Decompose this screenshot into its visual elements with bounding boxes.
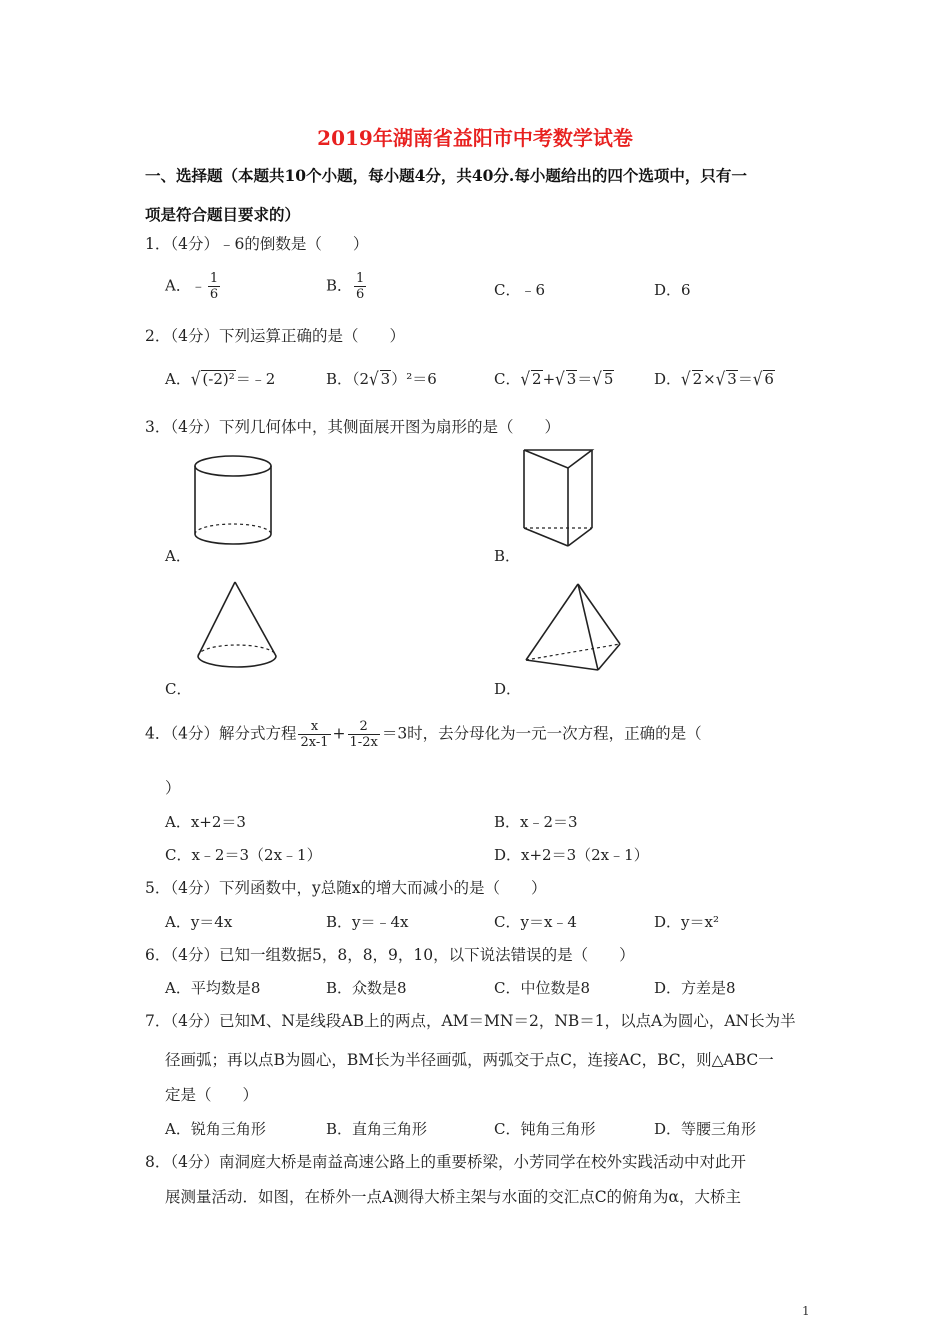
- q1-option-a-label: A．﹣: [165, 276, 206, 295]
- triangular-prism-figure: [518, 446, 598, 550]
- q4-plus: +: [332, 724, 346, 743]
- triangular-pyramid-figure: [518, 580, 628, 675]
- q1-option-c: C．﹣6: [494, 281, 546, 299]
- q2-option-d-r1: 2: [692, 370, 703, 388]
- q7-option-d: D．等腰三角形: [654, 1120, 757, 1138]
- q7-stem-line1: 7．（4分）已知M、N是线段AB上的两点，AM＝MN＝2，NB＝1，以点A为圆心，AN长为半: [145, 1012, 796, 1030]
- q2-option-b-label: B．（2: [326, 370, 370, 388]
- cone-figure: [192, 578, 282, 678]
- q3-option-d: D．: [494, 680, 522, 698]
- q2-option-c-eq: ＝: [577, 370, 593, 388]
- q2-option-a-radicand: (-2)²: [202, 370, 235, 388]
- q6-option-d: D．方差是8: [654, 979, 736, 997]
- q6-option-a: A．平均数是8: [165, 979, 261, 997]
- q3-option-a: A．: [165, 547, 191, 565]
- q5-option-d: D．y＝x²: [654, 913, 719, 931]
- q6-option-c: C．中位数是8: [494, 979, 591, 997]
- q4-stem: [145, 719, 702, 750]
- q2-option-d-r3: 6: [764, 370, 774, 388]
- q4-stem-post: ＝3时，去分母化为一元一次方程，正确的是（: [381, 724, 702, 743]
- q1-option-a-fraction: $\frac{1}{6}$: [209, 271, 219, 302]
- q1-option-b: [326, 271, 368, 302]
- q5-option-c: C．y＝x﹣4: [494, 913, 577, 931]
- q2-option-d-r2: 3: [727, 370, 737, 388]
- q1-option-b-fraction: $\frac{1}{6}$: [356, 271, 365, 302]
- q4-fraction-1: $\frac{x}{2x-1}$: [300, 719, 329, 750]
- page-title: 2019年湖南省益阳市中考数学试卷: [317, 126, 633, 150]
- q6-stem: 6．（4分）已知一组数据5，8，8，9，10，以下说法错误的是（ ）: [145, 946, 635, 964]
- section-heading-line1: 一、选择题（本题共10个小题，每小题4分，共40分.每小题给出的四个选项中，只有一: [145, 166, 747, 185]
- q1-option-b-label: B．: [326, 276, 353, 295]
- q7-stem-line2: 径画弧；再以点B为圆心，BM长为半径画弧，两弧交于点C，连接AC，BC，则△ABC一: [165, 1051, 774, 1069]
- q1-option-a: [165, 271, 222, 302]
- q7-stem-line3: 定是（ ）: [165, 1086, 259, 1104]
- q7-option-c: C．钝角三角形: [494, 1120, 596, 1138]
- q2-option-c-label: C．: [494, 370, 521, 388]
- q5-option-a: A．y＝4x: [165, 913, 233, 931]
- q2-option-b: B．（2√ 3）²＝6: [326, 368, 437, 390]
- q2-option-a: A．√ (-2)²＝﹣2: [165, 368, 276, 390]
- page-number: 1: [802, 1304, 810, 1318]
- q2-option-d-label: D．: [654, 370, 682, 388]
- q2-option-c-r2: 3: [566, 370, 577, 388]
- q4-option-a: A．x+2＝3: [165, 813, 246, 831]
- q5-stem: 5．（4分）下列函数中，y总随x的增大而减小的是（ ）: [145, 879, 547, 897]
- q5-option-b: B．y＝﹣4x: [326, 913, 409, 931]
- q2-option-d: D．√ 2×√ 3＝√ 6: [654, 368, 774, 390]
- cylinder-figure: [188, 452, 278, 552]
- q2-option-c-plus: +: [542, 370, 556, 388]
- q4-stem-close: ）: [165, 779, 181, 797]
- q2-option-a-label: A．: [165, 370, 191, 388]
- q2-option-c: C．√ 2+√ 3＝√ 5: [494, 368, 614, 390]
- q2-option-c-r1: 2: [532, 370, 542, 388]
- q3-stem: 3．（4分）下列几何体中，其侧面展开图为扇形的是（ ）: [145, 418, 560, 436]
- q1-option-d: D．6: [654, 281, 691, 299]
- q4-option-b: B．x﹣2＝3: [494, 813, 578, 831]
- q2-option-a-rest: ＝﹣2: [235, 370, 276, 388]
- q8-stem-line2: 展测量活动．如图，在桥外一点A测得大桥主架与水面的交汇点C的俯角为α，大桥主: [165, 1188, 742, 1206]
- q7-option-b: B．直角三角形: [326, 1120, 428, 1138]
- q8-stem-line1: 8．（4分）南洞庭大桥是南益高速公路上的重要桥梁，小芳同学在校外实践活动中对此开: [145, 1153, 746, 1171]
- q2-option-b-radicand: 3: [380, 370, 391, 388]
- q2-option-c-r3: 5: [603, 370, 614, 388]
- q2-option-d-eq: ＝: [737, 370, 753, 388]
- q1-stem: 1．（4分）﹣6的倒数是（ ）: [145, 235, 369, 253]
- q3-option-c: C．: [165, 680, 192, 698]
- section-heading-line2: 项是符合题目要求的）: [145, 205, 301, 224]
- q2-option-d-times: ×: [703, 370, 716, 388]
- q2-stem: 2．（4分）下列运算正确的是（ ）: [145, 327, 405, 345]
- q2-option-b-rest: ）²＝6: [391, 370, 437, 388]
- q6-option-b: B．众数是8: [326, 979, 407, 997]
- q7-option-a: A．锐角三角形: [165, 1120, 266, 1138]
- q4-stem-pre: 4．（4分）解分式方程: [145, 724, 297, 743]
- q3-option-b: B．: [494, 547, 521, 565]
- q4-option-d: D．x+2＝3（2x﹣1）: [494, 846, 649, 864]
- q4-option-c: C．x﹣2＝3（2x﹣1）: [165, 846, 322, 864]
- q4-fraction-2: $\frac{2}{1-2x}$: [349, 719, 378, 750]
